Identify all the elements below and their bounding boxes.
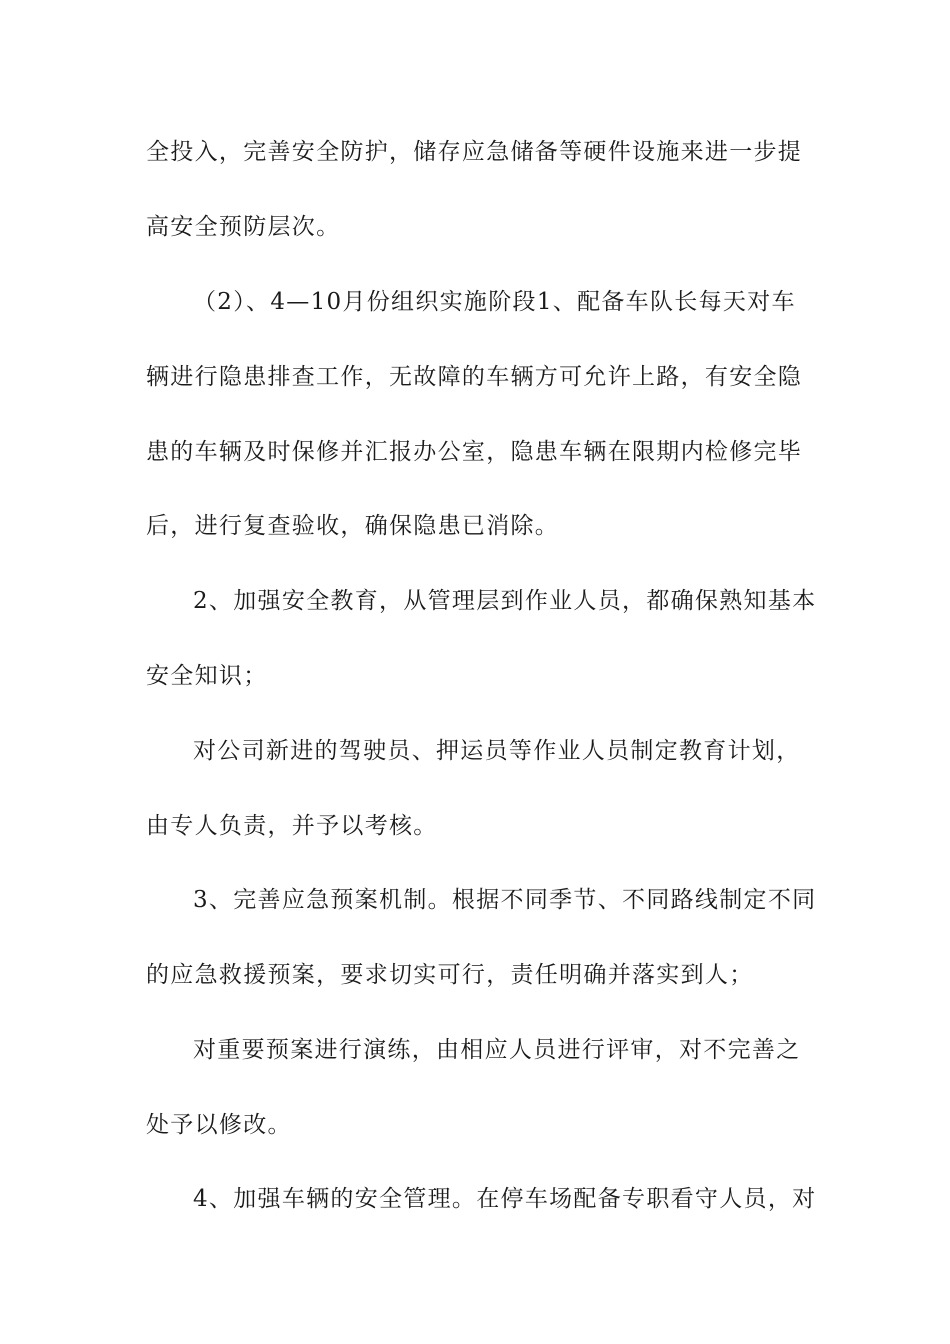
- text-line: 患的车辆及时保修并汇报办公室，隐患车辆在限期内检修完毕: [146, 439, 803, 465]
- paragraph-start: 对公司新进的驾驶员、押运员等作业人员制定教育计划，: [193, 738, 801, 764]
- paragraph-start: 对重要预案进行演练，由相应人员进行评审，对不完善之: [193, 1037, 801, 1063]
- text-line: 的应急救援预案，要求切实可行，责任明确并落实到人；: [146, 962, 754, 988]
- text-line: 安全知识；: [146, 663, 268, 689]
- text-line: 全投入，完善安全防护，储存应急储备等硬件设施来进一步提: [146, 139, 803, 165]
- paragraph-start: 2、加强安全教育，从管理层到作业人员，都确保熟知基本: [193, 588, 817, 614]
- text-line: 由专人负责，并予以考核。: [146, 813, 438, 839]
- paragraph-start: 4、加强车辆的安全管理。在停车场配备专职看守人员，对: [193, 1186, 817, 1212]
- paragraph-start: 3、完善应急预案机制。根据不同季节、不同路线制定不同: [193, 887, 817, 913]
- text-line: 处予以修改。: [146, 1112, 292, 1138]
- text-line: 后，进行复查验收，确保隐患已消除。: [146, 513, 560, 539]
- text-line: 高安全预防层次。: [146, 214, 341, 240]
- paragraph-start: （2）、4—10月份组织实施阶段1、配备车队长每天对车: [193, 289, 796, 315]
- text-line: 辆进行隐患排查工作，无故障的车辆方可允许上路，有安全隐: [146, 364, 803, 390]
